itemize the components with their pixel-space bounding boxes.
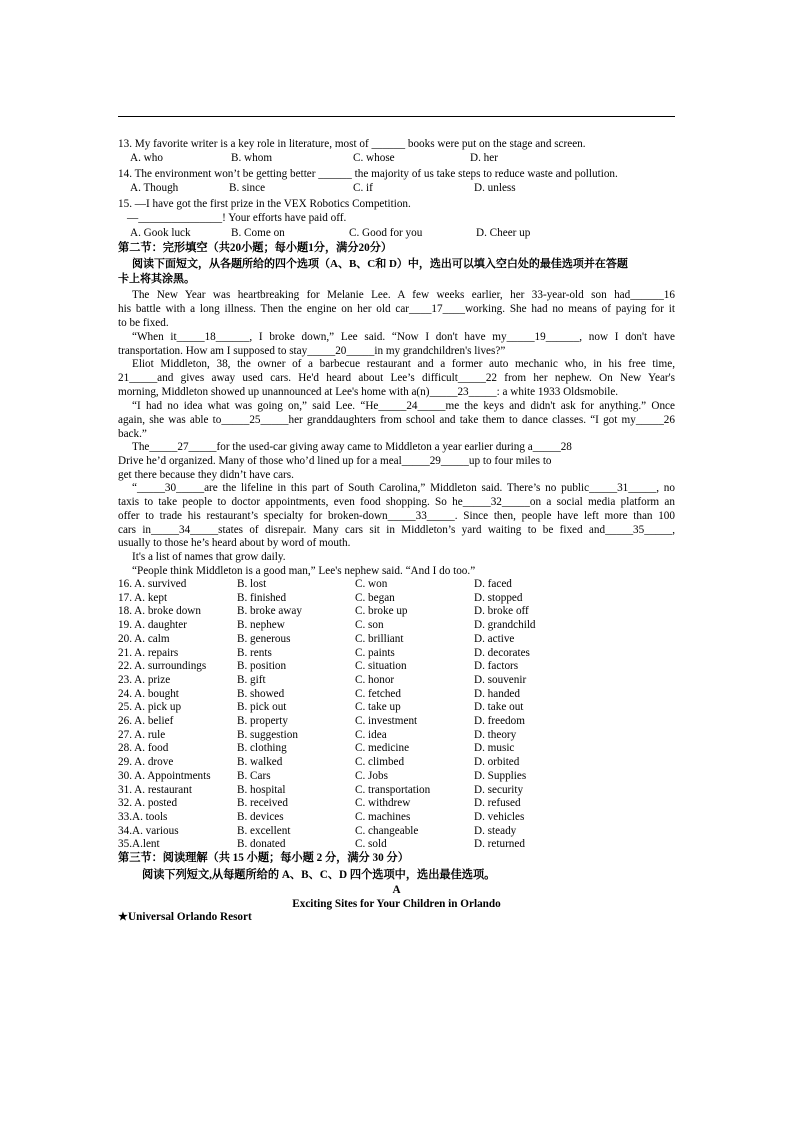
cloze-option[interactable]: B. property <box>237 715 288 727</box>
cloze-option[interactable]: B. received <box>237 797 288 810</box>
cloze-option[interactable]: C. Jobs <box>355 769 388 782</box>
cloze-option[interactable]: B. broke away <box>237 605 302 618</box>
q15-option-b[interactable]: B. Come on <box>231 227 285 239</box>
cloze-option[interactable]: 17. A. kept <box>118 591 168 604</box>
cloze-option[interactable]: 19. A. daughter <box>118 619 187 632</box>
cloze-option[interactable]: B. position <box>237 660 287 673</box>
cloze-option[interactable]: C. take up <box>355 701 401 714</box>
cloze-option[interactable]: 21. A. repairs <box>118 646 179 659</box>
cloze-option[interactable]: C. fetched <box>355 687 401 700</box>
cloze-option[interactable]: 35.A.lent <box>118 838 160 851</box>
section-3-instruction: 阅读下列短文,从每题所给的 A、B、C、D 四个选项中，选出最佳选项。 <box>142 869 496 881</box>
cloze-option[interactable]: B. devices <box>237 810 284 823</box>
passage-line: “People think Middleton is a good man,” Lee's nephew said. “And I do too.” <box>132 565 476 577</box>
cloze-option[interactable]: C. climbed <box>355 756 405 769</box>
cloze-option[interactable]: C. changeable <box>355 824 419 837</box>
cloze-option[interactable]: D. Supplies <box>474 769 527 782</box>
q14-option-a[interactable]: A. Though <box>130 182 179 194</box>
q13-option-d[interactable]: D. her <box>470 152 498 164</box>
cloze-option[interactable]: B. suggestion <box>237 728 298 741</box>
passage-line: It's a list of names that grow daily. <box>132 551 286 563</box>
passage-line: “I had no idea what was going on,” said Lee. “He_____24_____me the keys and didn't ask for anything.” Once <box>132 400 675 412</box>
q14-option-c[interactable]: C. if <box>353 182 373 194</box>
cloze-option[interactable]: 32. A. posted <box>118 797 178 810</box>
cloze-option[interactable]: D. orbited <box>474 756 520 769</box>
cloze-option[interactable]: D. faced <box>474 578 512 590</box>
passage-a-subtitle: ★Universal Orlando Resort <box>118 911 252 923</box>
section-3-heading: 第三节：阅读理解（共 15 小题；每小题 2 分，满分 30 分） <box>118 852 409 864</box>
cloze-option[interactable]: B. lost <box>237 578 267 590</box>
passage-line: usually to those he’s heard about by word of mouth. <box>118 537 351 549</box>
cloze-option[interactable]: B. nephew <box>237 619 285 632</box>
cloze-option[interactable]: B. Cars <box>237 769 271 782</box>
cloze-option[interactable]: C. situation <box>355 660 407 673</box>
cloze-option[interactable]: D. steady <box>474 824 517 837</box>
cloze-option[interactable]: D. broke off <box>474 605 529 618</box>
cloze-option[interactable]: C. brilliant <box>355 632 404 645</box>
cloze-option[interactable]: D. factors <box>474 660 519 673</box>
section-2-instruction-line1: 阅读下面短文，从各题所给的四个选项（A、B、C和 D）中，选出可以填入空白处的最佳选项并在答题 <box>132 258 628 270</box>
cloze-option[interactable]: 29. A. drove <box>118 756 174 769</box>
cloze-option[interactable]: D. take out <box>474 701 524 714</box>
passage-line: his battle with a long illness. Then the engine on her old car____17____working. She had no means of paying for it <box>118 303 675 315</box>
q15-option-a[interactable]: A. Gook luck <box>130 227 191 239</box>
q13-option-b[interactable]: B. whom <box>231 152 273 164</box>
cloze-option[interactable]: C. machines <box>355 810 411 823</box>
cloze-option[interactable]: D. music <box>474 742 515 755</box>
question-14-stem: 14. The environment won’t be getting better ______ the majority of us take steps to reduce waste and pollution. <box>118 168 618 180</box>
cloze-option[interactable]: B. showed <box>237 687 285 700</box>
passage-line: taxis to take people to doctor appointments, even food shopping. So he_____32_____on a social media platform an <box>118 496 675 508</box>
cloze-option[interactable]: 30. A. Appointments <box>118 769 211 782</box>
cloze-option[interactable]: D. vehicles <box>474 810 525 823</box>
cloze-option[interactable]: B. clothing <box>237 742 287 755</box>
section-2-heading: 第二节：完形填空（共20小题；每小题1分，满分20分） <box>118 242 393 254</box>
passage-line: The New Year was heartbreaking for Melanie Lee. A few weeks earlier, her 33-year-old son had______16 <box>132 289 675 301</box>
passage-line: “_____30_____are the lifeline in this part of South Carolina,” Middleton said. There’s no public_____31_____, no <box>132 482 675 494</box>
cloze-option[interactable]: D. security <box>474 783 524 796</box>
cloze-option[interactable]: B. generous <box>237 632 291 645</box>
cloze-option[interactable]: B. rents <box>237 646 272 659</box>
cloze-option[interactable]: C. son <box>355 619 384 632</box>
cloze-option[interactable]: C. idea <box>355 728 387 741</box>
question-15-reply: —_______________! Your efforts have paid off. <box>127 212 347 224</box>
cloze-option[interactable]: 24. A. bought <box>118 687 179 700</box>
q13-option-c[interactable]: C. whose <box>353 152 395 164</box>
cloze-option[interactable]: C. paints <box>355 646 395 659</box>
passage-a-label: A <box>392 884 401 896</box>
cloze-option[interactable]: C. investment <box>355 715 418 727</box>
cloze-option[interactable]: 16. A. survived <box>118 578 187 590</box>
cloze-option[interactable]: D. grandchild <box>474 619 536 632</box>
cloze-option[interactable]: 31. A. restaurant <box>118 783 192 796</box>
passage-a-title: Exciting Sites for Your Children in Orlando <box>292 898 501 910</box>
q15-option-d[interactable]: D. Cheer up <box>476 227 531 239</box>
cloze-option[interactable]: D. active <box>474 632 515 645</box>
passage-line: The_____27_____for the used-car giving away came to Middleton a year earlier during a_____28 <box>132 441 572 453</box>
q13-option-a[interactable]: A. who <box>130 152 163 164</box>
passage-line: offer to trade his restaurant’s specialty for broken-down_____33_____. Since then, people have left more than 100 <box>118 510 675 522</box>
cloze-option[interactable]: B. donated <box>237 838 286 851</box>
cloze-option[interactable]: B. pick out <box>237 701 287 714</box>
cloze-option[interactable]: C. transportation <box>355 783 431 796</box>
cloze-option[interactable]: D. stopped <box>474 591 523 604</box>
cloze-option[interactable]: D. returned <box>474 838 525 851</box>
cloze-option[interactable]: D. decorates <box>474 646 530 659</box>
section-2-instruction-line2: 卡上将其涂黑。 <box>118 273 195 285</box>
question-13-stem: 13. My favorite writer is a key role in literature, most of ______ books were put on the stage and screen. <box>118 138 586 150</box>
cloze-option[interactable]: 34.A. various <box>118 824 179 837</box>
passage-line: to be fixed. <box>118 317 169 329</box>
passage-line: back.” <box>118 428 147 440</box>
q15-option-c[interactable]: C. Good for you <box>349 227 423 239</box>
cloze-option[interactable]: 22. A. surroundings <box>118 660 207 673</box>
passage-line: transportation. How am I supposed to stay_____20_____in my grandchildren's lives?” <box>118 345 506 357</box>
cloze-option[interactable]: B. walked <box>237 756 283 769</box>
passage-line: get there because they didn’t have cars. <box>118 469 294 481</box>
cloze-option[interactable]: B. hospital <box>237 783 286 796</box>
passage-line: Eliot Middleton, 38, the owner of a barbecue restaurant and a former auto mechanic who, in his free time, <box>132 358 675 370</box>
q14-option-d[interactable]: D. unless <box>474 182 516 194</box>
passage-line: “When it_____18______, I broke down,” Lee said. “Now I don't have my_____19______, now I don't have <box>132 331 675 343</box>
cloze-option[interactable]: D. refused <box>474 797 521 810</box>
cloze-option[interactable]: C. honor <box>355 673 395 686</box>
passage-line: morning, Middleton showed up unannounced at Lee's home with a(n)_____23_____: a white 1933 Oldsmobile. <box>118 386 619 398</box>
cloze-option[interactable]: 33.A. tools <box>118 810 168 823</box>
cloze-option[interactable]: B. gift <box>237 673 266 686</box>
cloze-option[interactable]: D. theory <box>474 728 517 741</box>
header-rule <box>118 116 675 117</box>
cloze-option[interactable]: D. freedom <box>474 715 525 727</box>
cloze-option[interactable]: 26. A. belief <box>118 715 174 727</box>
q14-option-b[interactable]: B. since <box>229 182 266 194</box>
cloze-option[interactable]: C. withdrew <box>355 797 411 810</box>
question-15-stem: 15. —I have got the first prize in the VEX Robotics Competition. <box>118 198 411 210</box>
cloze-option[interactable]: 18. A. broke down <box>118 605 201 618</box>
cloze-option[interactable]: C. began <box>355 591 395 604</box>
cloze-option[interactable]: D. souvenir <box>474 673 527 686</box>
cloze-option[interactable]: B. excellent <box>237 824 291 837</box>
passage-line: 21_____and gives away used cars. He'd heard about Lee’s difficult_____22 from her nephew. On New Year's <box>118 372 675 384</box>
cloze-option[interactable]: C. broke up <box>355 605 408 618</box>
cloze-option[interactable]: D. handed <box>474 687 520 700</box>
cloze-option[interactable]: 28. A. food <box>118 742 169 755</box>
passage-line: cars in_____34_____states of disrepair. Many cars sit in Middleton’s yard waiting to be fixed and_____35_____, <box>118 524 675 536</box>
cloze-option[interactable]: 20. A. calm <box>118 632 170 645</box>
cloze-option[interactable]: 27. A. rule <box>118 728 166 741</box>
cloze-option[interactable]: C. medicine <box>355 742 410 755</box>
cloze-option[interactable]: 23. A. prize <box>118 673 171 686</box>
cloze-option[interactable]: 25. A. pick up <box>118 701 182 714</box>
cloze-option[interactable]: B. finished <box>237 591 287 604</box>
passage-line: again, she was able to_____25_____her granddaughters from school and take them to dance classes. “I got my_____26 <box>118 414 675 426</box>
cloze-option[interactable]: C. won <box>355 578 388 590</box>
cloze-option[interactable]: C. sold <box>355 838 387 851</box>
passage-line: Drive he’d organized. Many of those who’d lined up for a meal_____29_____up to four miles to <box>118 455 552 467</box>
